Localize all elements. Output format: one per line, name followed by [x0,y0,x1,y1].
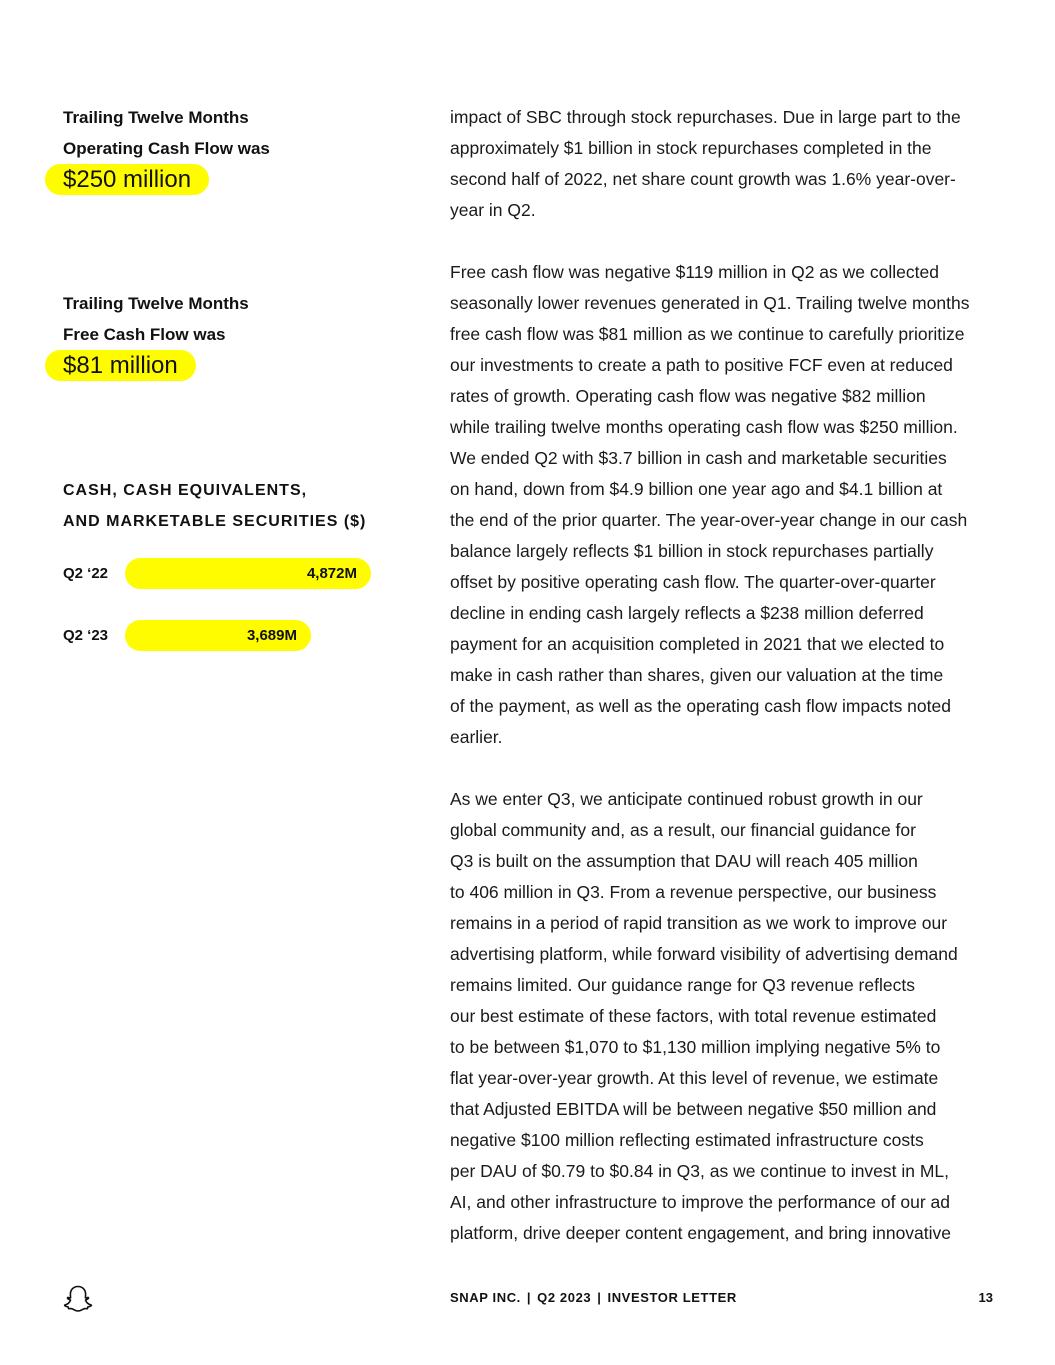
footer-period: Q2 2023 [537,1290,592,1305]
body-line: on hand, down from $4.9 billion one year ago and $4.1 billion at [450,479,943,499]
body-line: remains limited. Our guidance range for Q3 revenue reflects [450,975,915,995]
cash-securities-chart [63,475,403,644]
footer-separator: | [597,1290,602,1305]
footer-title [450,1288,737,1308]
body-line: platform, drive deeper content engagement, and bring innovative [450,1223,952,1243]
body-line: balance largely reflects $1 billion in stock repurchases partially [450,541,934,561]
body-line: Q3 is built on the assumption that DAU will reach 405 million [450,851,918,871]
body-line: per DAU of $0.79 to $0.84 in Q3, as we continue to invest in ML, [450,1161,950,1181]
body-line: advertising platform, while forward visibility of advertising demand [450,944,958,964]
body-line: AI, and other infrastructure to improve the performance of our ad [450,1192,950,1212]
metric-value-highlight: $81 million [45,350,196,381]
metric-label-line2: Free Cash Flow was [63,325,226,344]
body-line: the end of the prior quarter. The year-over-year change in our cash [450,510,968,530]
body-line: our best estimate of these factors, with total revenue estimated [450,1006,937,1026]
body-line: As we enter Q3, we anticipate continued robust growth in our [450,789,923,809]
body-line: Free cash flow was negative $119 million in Q2 as we collected [450,262,939,282]
metric-free-cash-flow [63,288,383,381]
body-line: decline in ending cash largely reflects a $238 million deferred [450,603,924,623]
chart-title-line1: CASH, CASH EQUIVALENTS, [63,482,308,499]
body-line: flat year-over-year growth. At this level of revenue, we estimate [450,1068,939,1088]
body-line: while trailing twelve months operating cash flow was $250 million. [450,417,958,437]
body-line: our investments to create a path to positive FCF even at reduced [450,355,953,375]
body-line: to be between $1,070 to $1,130 million implying negative 5% to [450,1037,941,1057]
body-line: negative $100 million reflecting estimated infrastructure costs [450,1130,924,1150]
page-number: 13 [978,1290,993,1305]
body-paragraph [450,257,995,753]
body-line: make in cash rather than shares, given our valuation at the time [450,665,944,685]
body-line: We ended Q2 with $3.7 billion in cash and marketable securities [450,448,947,468]
metric-label-line2: Operating Cash Flow was [63,139,270,158]
bar-row [63,620,403,651]
body-line: remains in a period of rapid transition as we work to improve our [450,913,948,933]
body-text [450,102,995,1280]
body-line: seasonally lower revenues generated in Q1. Trailing twelve months [450,293,970,313]
body-line: global community and, as a result, our financial guidance for [450,820,916,840]
body-line: to 406 million in Q3. From a revenue perspective, our business [450,882,937,902]
footer-separator: | [526,1290,532,1305]
body-line: rates of growth. Operating cash flow was negative $82 million [450,386,926,406]
bar [125,620,311,651]
footer-doc-name: INVESTOR LETTER [607,1290,737,1305]
body-line: offset by positive operating cash flow. The quarter-over-quarter [450,572,936,592]
chart-title-line2: AND MARKETABLE SECURITIES ($) [63,513,367,530]
body-paragraph [450,784,995,1249]
body-line: second half of 2022, net share count growth was 1.6% year-over- [450,169,956,189]
bar-category-label: Q2 ‘22 [63,565,109,582]
bar-value-label: 4,872M [306,565,357,582]
body-line: earlier. [450,727,503,747]
body-line: that Adjusted EBITDA will be between negative $50 million and [450,1099,937,1119]
body-line: of the payment, as well as the operating cash flow impacts noted [450,696,951,716]
body-line: free cash flow was $81 million as we continue to carefully prioritize [450,324,965,344]
snapchat-ghost-icon [60,1282,96,1318]
bar [125,558,371,589]
body-line: payment for an acquisition completed in 2021 that we elected to [450,634,945,654]
body-line: year in Q2. [450,200,536,220]
metric-label-line1: Trailing Twelve Months [63,108,249,127]
bar-row [63,558,403,589]
metric-label-line1: Trailing Twelve Months [63,294,249,313]
metric-value-highlight: $250 million [45,164,209,195]
bar-category-label: Q2 ‘23 [63,627,109,644]
body-line: impact of SBC through stock repurchases. Due in large part to the [450,107,961,127]
metric-operating-cash-flow [63,102,383,195]
footer-company: SNAP INC. [450,1290,521,1305]
bar-value-label: 3,689M [246,627,297,644]
body-paragraph [450,102,995,226]
body-line: approximately $1 billion in stock repurchases completed in the [450,138,932,158]
